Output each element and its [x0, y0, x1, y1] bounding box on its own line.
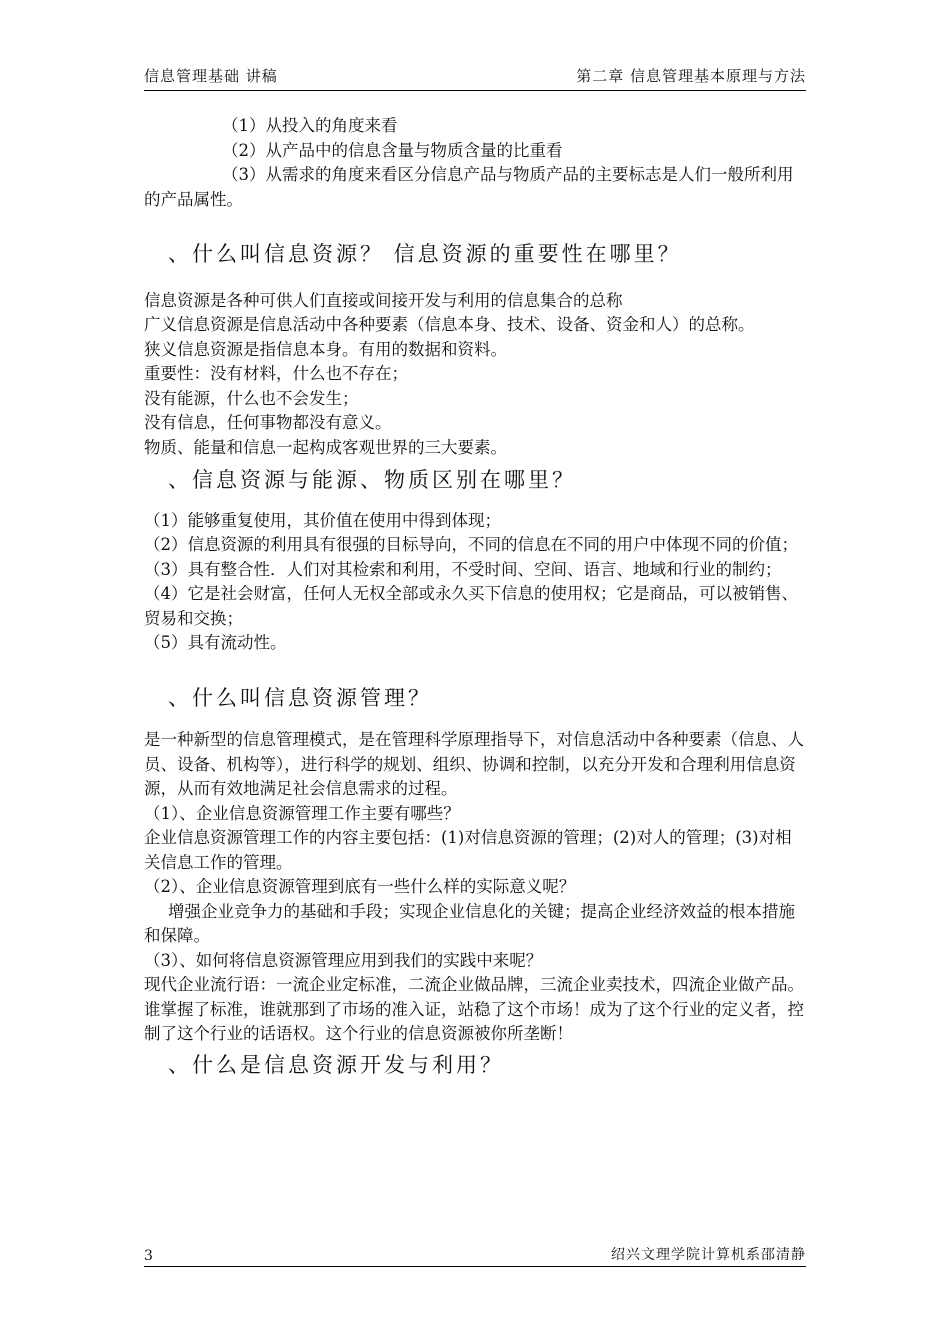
list-item: （5）具有流动性。 [144, 633, 287, 652]
list-item: （1）能够重复使用，其价值在使用中得到体现； [144, 510, 501, 530]
sub-question: （1）、企业信息资源管理工作主要有哪些？ [144, 803, 460, 823]
paragraph: 狭义信息资源是指信息本身。有用的数据和资料。 [144, 339, 507, 359]
paragraph: 是一种新型的信息管理模式，是在管理科学原理指导下，对信息活动中各种要素（信息、人员、设备、机构等），进行科学的规划、组织、协调和控制，以充分开发和合理利用信息资源，从而有效地满足社会信息需求的过程。 [144, 730, 804, 798]
header-course-title: 信息管理基础 讲稿 [144, 67, 278, 85]
list-item: （4）它是社会财富，任何人无权全部或永久买下信息的使用权；它是商品，可以被销售、贸易和交换； [144, 584, 798, 628]
paragraph: 没有能源，什么也不会发生； [144, 388, 359, 408]
list-item: （2）信息资源的利用具有很强的目标导向，不同的信息在不同的用户中体现不同的价值； [144, 535, 798, 554]
document-body [144, 114, 808, 1077]
page-footer [144, 1246, 806, 1267]
list-item: （3）具有整合性．人们对其检索和利用，不受时间、空间、语言、地域和行业的制约； [144, 559, 782, 579]
sub-question: （3）、如何将信息资源管理应用到我们的实践中来呢？ [144, 950, 543, 970]
paragraph: 增强企业竞争力的基础和手段；实现企业信息化的关键；提高企业经济效益的根本措施和保障。 [144, 901, 795, 945]
page-header [144, 66, 806, 91]
paragraph: 物质、能量和信息一起构成客观世界的三大要素。 [144, 437, 507, 457]
page-number: 3 [144, 1248, 153, 1264]
paragraph: 广义信息资源是信息活动中各种要素（信息本身、技术、设备、资金和人）的总称。 [144, 315, 755, 334]
sub-question: （2）、企业信息资源管理到底有一些什么样的实际意义呢？ [144, 877, 576, 896]
paragraph: 企业信息资源管理工作的内容主要包括：(1)对信息资源的管理；(2)对人的管理；(3)对相关信息工作的管理。 [144, 828, 792, 872]
footer-author: 绍兴文理学院计算机系邵清静 [611, 1247, 806, 1263]
paragraph: 没有信息，任何事物都没有意义。 [144, 413, 392, 432]
intro-item: （3）从需求的角度来看区分信息产品与物质产品的主要标志是人们一般所利用的产品属性。 [144, 165, 794, 209]
paragraph: 信息资源是各种可供人们直接或间接开发与利用的信息集合的总称 [144, 290, 623, 310]
paragraph: 重要性：没有材料，什么也不存在； [144, 364, 408, 383]
section-heading: 、什么叫信息资源？ 信息资源的重要性在哪里？ [168, 242, 682, 266]
paragraph: 现代企业流行语：一流企业定标准，二流企业做品牌，三流企业卖技术，四流企业做产品。谁掌握了标准，谁就那到了市场的准入证，站稳了这个市场！成为了这个行业的定义者，控制了这个行业的话语权。这个行业的信息资源被你所垄断！ [144, 975, 804, 1043]
section-heading: 、什么是信息资源开发与利用？ [168, 1052, 504, 1077]
intro-item: （2）从产品中的信息含量与物质含量的比重看 [222, 140, 563, 160]
intro-item: （1）从投入的角度来看 [222, 116, 398, 135]
section-heading: 、什么叫信息资源管理？ [168, 685, 432, 710]
section-heading: 、信息资源与能源、物质区别在哪里？ [168, 468, 576, 492]
header-chapter-title: 第二章 信息管理基本原理与方法 [576, 67, 806, 85]
